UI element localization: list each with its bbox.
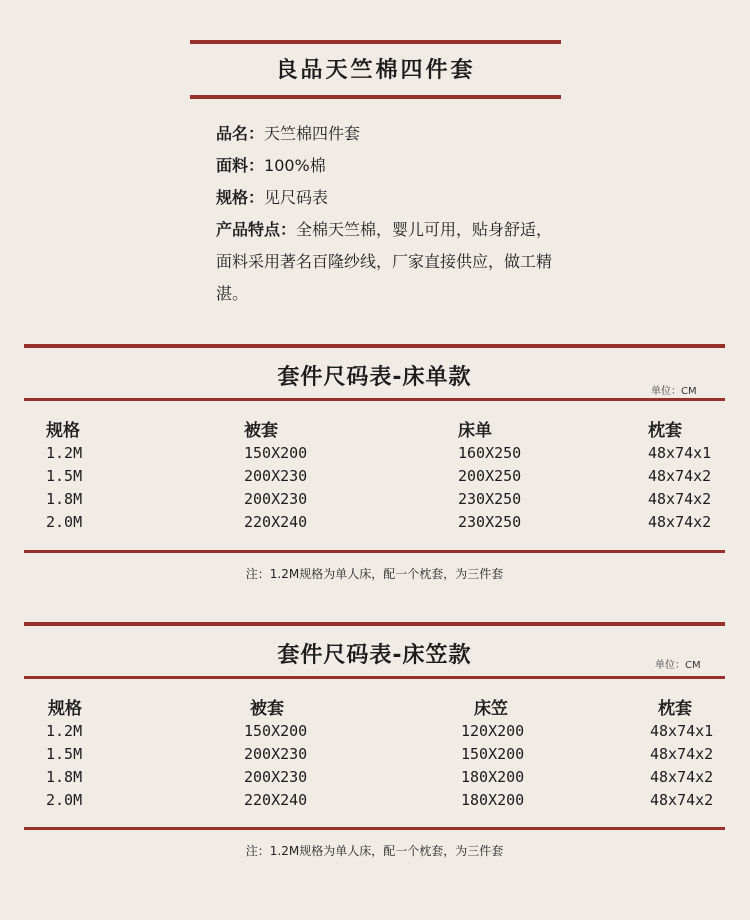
table2-unit: 单位：CM bbox=[655, 660, 701, 671]
table-row bbox=[24, 745, 725, 768]
cell-spec: 1.5M bbox=[46, 745, 83, 763]
table1-header-rule bbox=[24, 398, 725, 401]
table2-header-rule bbox=[24, 676, 725, 679]
info-fabric-label: 面料： bbox=[216, 156, 265, 175]
cell-duvet: 200X230 bbox=[244, 490, 308, 508]
table2-header-row bbox=[24, 692, 725, 722]
info-spec-row bbox=[216, 182, 556, 214]
cell-duvet: 150X200 bbox=[244, 722, 308, 740]
table1-title: 套件尺码表-床单款 bbox=[277, 365, 472, 390]
info-name-label: 品名： bbox=[216, 124, 265, 143]
cell-pillow: 48x74x2 bbox=[650, 745, 714, 763]
table1-header-duvet: 被套 bbox=[244, 421, 278, 441]
cell-sheet: 230X250 bbox=[458, 490, 522, 508]
table1-size-chart bbox=[24, 414, 725, 536]
table1-note: 注：1.2M规格为单人床，配一个枕套，为三件套 bbox=[245, 567, 504, 581]
cell-spec: 1.8M bbox=[46, 768, 83, 786]
cell-pillow: 48x74x1 bbox=[650, 722, 714, 740]
cell-pillow: 48x74x2 bbox=[648, 490, 712, 508]
table2-bottom-rule bbox=[24, 827, 725, 830]
table2-header-pillow: 枕套 bbox=[658, 699, 692, 719]
info-fabric-row bbox=[216, 150, 556, 182]
table1-header-spec: 规格 bbox=[46, 421, 80, 441]
table2-note: 注：1.2M规格为单人床，配一个枕套，为三件套 bbox=[245, 844, 504, 858]
cell-fitted: 150X200 bbox=[461, 745, 525, 763]
table2-top-rule bbox=[24, 622, 725, 626]
table1-unit: 单位：CM bbox=[651, 386, 697, 397]
cell-spec: 1.5M bbox=[46, 467, 83, 485]
product-info bbox=[216, 118, 556, 310]
cell-duvet: 150X200 bbox=[244, 444, 308, 462]
table-row bbox=[24, 444, 725, 467]
table2-size-chart bbox=[24, 692, 725, 814]
table1-bottom-rule bbox=[24, 550, 725, 553]
cell-spec: 1.2M bbox=[46, 444, 83, 462]
cell-fitted: 120X200 bbox=[461, 722, 525, 740]
table-row bbox=[24, 791, 725, 814]
info-name-row bbox=[216, 118, 556, 150]
cell-pillow: 48x74x1 bbox=[648, 444, 712, 462]
cell-fitted: 180X200 bbox=[461, 791, 525, 809]
cell-fitted: 180X200 bbox=[461, 768, 525, 786]
cell-pillow: 48x74x2 bbox=[648, 467, 712, 485]
table2-header-duvet: 被套 bbox=[250, 699, 284, 719]
title-top-rule bbox=[190, 40, 561, 44]
cell-pillow: 48x74x2 bbox=[650, 791, 714, 809]
cell-duvet: 200X230 bbox=[244, 467, 308, 485]
info-feature-value: 全棉天竺棉，婴儿可用，贴身舒适，面料采用著名百隆纱线，厂家直接供应，做工精湛。 bbox=[216, 220, 553, 303]
table1-top-rule bbox=[24, 344, 725, 348]
cell-duvet: 200X230 bbox=[244, 745, 308, 763]
table2-title: 套件尺码表-床笠款 bbox=[277, 643, 472, 668]
cell-duvet: 200X230 bbox=[244, 768, 308, 786]
info-feature-row bbox=[216, 214, 556, 310]
table-row bbox=[24, 513, 725, 536]
cell-spec: 1.8M bbox=[46, 490, 83, 508]
table2-header-spec: 规格 bbox=[48, 699, 82, 719]
cell-duvet: 220X240 bbox=[244, 513, 308, 531]
cell-spec: 2.0M bbox=[46, 513, 83, 531]
cell-sheet: 200X250 bbox=[458, 467, 522, 485]
info-feature-label: 产品特点： bbox=[216, 220, 297, 239]
cell-spec: 2.0M bbox=[46, 791, 83, 809]
cell-sheet: 230X250 bbox=[458, 513, 522, 531]
table-row bbox=[24, 768, 725, 791]
info-spec-value: 见尺码表 bbox=[264, 188, 329, 207]
table1-header-row bbox=[24, 414, 725, 444]
table2-header-fitted: 床笠 bbox=[474, 699, 508, 719]
table-row bbox=[24, 722, 725, 745]
table-row bbox=[24, 467, 725, 490]
info-name-value: 天竺棉四件套 bbox=[264, 124, 361, 143]
product-title: 良品天竺棉四件套 bbox=[275, 58, 476, 83]
info-spec-label: 规格： bbox=[216, 188, 265, 207]
table-row bbox=[24, 490, 725, 513]
cell-duvet: 220X240 bbox=[244, 791, 308, 809]
cell-spec: 1.2M bbox=[46, 722, 83, 740]
cell-pillow: 48x74x2 bbox=[650, 768, 714, 786]
title-bottom-rule bbox=[190, 95, 561, 99]
table1-header-pillow: 枕套 bbox=[648, 421, 682, 441]
cell-sheet: 160X250 bbox=[458, 444, 522, 462]
cell-pillow: 48x74x2 bbox=[648, 513, 712, 531]
table1-header-sheet: 床单 bbox=[458, 421, 492, 441]
info-fabric-value: 100%棉 bbox=[264, 156, 326, 175]
